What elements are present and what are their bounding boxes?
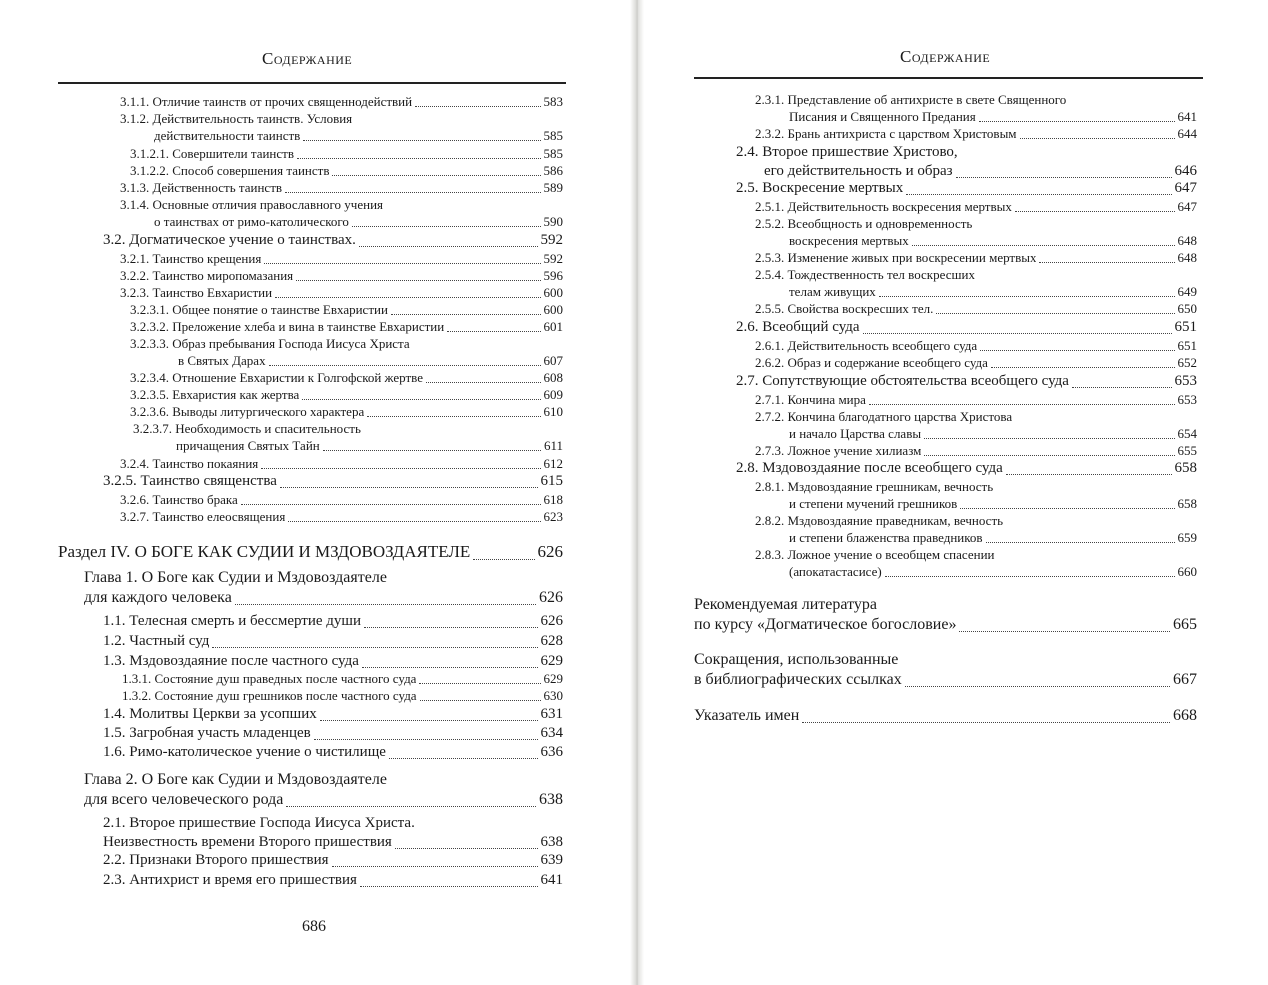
toc-entry-title: о таинствах от римо-католического [154,214,349,229]
dot-leader [959,630,1170,632]
dot-leader [296,279,540,281]
toc-entry[interactable] [694,706,1197,726]
dot-leader [863,332,1172,334]
dot-leader [1006,473,1172,475]
toc-entry-page-number: 647 [1177,199,1197,214]
toc-entry-title: 2.7.3. Ложное учение хилиазм [755,443,922,458]
toc-entry-title: 3.2.7. Таинство елеосвящения [120,509,286,524]
toc-entry-title: 1.1. Телесная смерть и бессмертие души [103,613,361,629]
toc-entry-title: 2.5.1. Действительность воскресения мертвых [755,199,1012,214]
toc-entry-page-number: 646 [1174,163,1197,179]
toc-entry-page-number: 639 [540,852,563,868]
toc-entry-title: 1.3.2. Состояние душ грешников после частного суда [122,688,417,703]
toc-entry-title: и степени блаженства праведников [789,530,983,545]
toc-entry-title: Писания и Священного Предания [789,109,976,124]
toc-entry-page-number: 583 [543,94,563,109]
toc-entry-title: 2.7. Сопутствующие обстоятельства всеобщего суда [736,373,1069,389]
toc-entry[interactable] [755,266,1197,300]
toc-entry-page-number: 652 [1177,355,1197,370]
dot-leader [991,366,1175,368]
toc-entry-title: 1.4. Молитвы Церкви за усопших [103,706,317,722]
toc-entry-page-number: 586 [543,163,563,178]
dot-leader [359,245,538,247]
toc-entry-title: 2.5. Воскресение мертвых [736,180,904,196]
dot-leader [986,541,1175,543]
toc-entry-title: 3.2.5. Таинство священства [103,473,277,489]
dot-leader [1072,386,1172,388]
toc-entry-title: 2.6. Всеобщий суда [736,319,860,335]
toc-entry[interactable] [755,300,1197,317]
toc-entry[interactable] [103,231,563,250]
toc-entry-page-number: 607 [543,353,563,368]
toc-entry-title-line1: Рекомендуемая литература [694,596,877,613]
dot-leader [391,313,541,315]
toc-entry-title-line1: 2.5.4. Тождественность тел воскресших [755,267,975,282]
toc-entry[interactable] [133,420,563,454]
toc-entry-page-number: 600 [543,302,563,317]
toc-entry-title: в библиографических ссылках [694,671,902,688]
toc-entry-title: 2.2. Признаки Второго пришествия [103,852,329,868]
dot-leader [288,520,540,522]
toc-entry[interactable] [103,724,563,743]
toc-entry[interactable] [755,337,1197,354]
toc-entry-title: для каждого человека [84,589,232,606]
toc-entry-title: 3.2.3.5. Евхаристия как жертва [130,387,300,402]
toc-entry-title: Неизвестность времени Второго пришествия [103,834,392,850]
toc-entry-title: 3.2.2. Таинство миропомазания [120,268,294,283]
toc-entry-page-number: 631 [540,706,563,722]
toc-entry-page-number: 641 [1177,109,1197,124]
toc-entry-page-number: 659 [1177,530,1197,545]
toc-entry-title: 3.1.2.2. Способ совершения таинств [130,163,330,178]
toc-entry[interactable] [755,249,1197,266]
toc-entry-title: 1.2. Частный суд [103,633,210,649]
toc-entry-page-number: 667 [1173,671,1197,688]
toc-entry-title: 3.1.1. Отличие таинств от прочих священнодействий [120,94,413,109]
toc-entry[interactable] [755,354,1197,371]
toc-entry-page-number: 638 [540,834,563,850]
left-header-rule [58,82,566,84]
toc-entry-title: 2.3.2. Брань антихриста с царством Христовым [755,126,1017,141]
dot-leader [802,721,1170,723]
dot-leader [912,244,1175,246]
toc-entry[interactable] [130,145,563,162]
toc-entry[interactable] [130,386,563,403]
toc-entry-title: 1.3.1. Состояние душ праведных после частного суда [122,671,417,686]
toc-entry-page-number: 651 [1174,319,1197,335]
toc-entry-page-number: 648 [1177,233,1197,248]
toc-entry-page-number: 668 [1173,707,1197,724]
dot-leader [420,699,541,701]
dot-leader [960,507,1174,509]
toc-entry-page-number: 601 [543,319,563,334]
toc-entry[interactable] [103,472,563,491]
toc-entry-title: телам живущих [789,284,876,299]
dot-leader [297,157,541,159]
toc-entry-page-number: 612 [543,456,563,471]
dot-leader [285,191,540,193]
toc-entry-page-number: 655 [1177,443,1197,458]
dot-leader [275,296,540,298]
toc-entry-page-number: 611 [543,438,563,453]
dot-leader [280,486,538,488]
right-page-header: Содержание [900,47,991,66]
toc-entry-page-number: 665 [1173,616,1197,633]
toc-entry-page-number: 615 [540,473,563,489]
toc-entry[interactable] [130,403,563,420]
dot-leader [286,805,536,807]
toc-entry[interactable] [122,670,563,687]
dot-leader [426,381,541,383]
dot-leader [905,685,1170,687]
toc-entry[interactable] [120,508,563,525]
toc-entry[interactable] [130,318,563,335]
toc-entry-title-line1: 3.1.4. Основные отличия православного учения [120,197,384,212]
toc-entry[interactable] [755,391,1197,408]
toc-entry[interactable] [694,595,1197,635]
toc-entry[interactable] [120,250,563,267]
toc-entry-page-number: 609 [543,387,563,402]
toc-entry[interactable] [120,196,563,230]
toc-entry-title-line1: 2.8.3. Ложное учение о всеобщем спасении [755,547,995,562]
toc-entry-page-number: 590 [543,214,563,229]
toc-entry[interactable] [755,512,1197,546]
toc-entry-page-number: 608 [543,370,563,385]
dot-leader [352,225,541,227]
toc-entry-page-number: 650 [1177,301,1197,316]
dot-leader [389,757,538,759]
toc-entry-title-line1: Глава 2. О Боге как Судии и Мздовоздаятеле [84,771,387,788]
toc-entry-title: 2.3. Антихрист и время его пришествия [103,872,357,888]
book-gutter [630,0,644,985]
dot-leader [1020,137,1175,139]
dot-leader [979,120,1175,122]
toc-entry[interactable] [694,650,1197,690]
toc-entry-page-number: 626 [539,589,563,606]
toc-entry[interactable] [120,93,563,110]
dot-leader [956,176,1172,178]
dot-leader [447,330,540,332]
dot-leader [261,467,540,469]
toc-entry[interactable] [120,110,563,144]
toc-entry[interactable] [736,372,1197,391]
toc-entry-title: 3.2.3.4. Отношение Евхаристии к Голгофской жертве [130,370,423,385]
toc-entry-page-number: 589 [543,180,563,195]
toc-entry[interactable] [103,871,563,890]
toc-entry-title: Раздел IV. О БОГЕ КАК СУДИИ И МЗДОВОЗДАЯТЕЛЕ [58,542,471,561]
toc-entry[interactable] [103,705,563,724]
dot-leader [924,437,1174,439]
left-page-number: 686 [302,918,326,935]
dot-leader [980,349,1174,351]
dot-leader [906,193,1171,195]
toc-entry-title: 3.1.3. Действенность таинств [120,180,283,195]
toc-entry-page-number: 647 [1174,180,1197,196]
toc-entry-title: воскресения мертвых [789,233,909,248]
dot-leader [885,575,1175,577]
toc-entry-title: 2.5.5. Свойства воскресших тел. [755,301,934,316]
toc-entry-page-number: 629 [540,653,563,669]
toc-entry-page-number: 628 [540,633,563,649]
toc-entry-page-number: 653 [1174,373,1197,389]
toc-entry[interactable] [103,851,563,870]
toc-entry-title: Указатель имен [694,707,800,724]
toc-entry[interactable] [120,179,563,196]
dot-leader [1015,210,1175,212]
toc-entry-title: 3.2.3.6. Выводы литургического характера [130,404,365,419]
toc-entry[interactable] [103,652,563,671]
toc-entry[interactable] [755,442,1197,459]
toc-entry-title: и начало Царства славы [789,426,922,441]
toc-entry-title: 3.2.1. Таинство крещения [120,251,262,266]
toc-entry-page-number: 651 [1177,338,1197,353]
dot-leader [360,885,538,887]
toc-entry[interactable] [755,198,1197,215]
toc-entry[interactable] [120,267,563,284]
toc-entry-title: 1.6. Римо-католическое учение о чистилище [103,744,386,760]
dot-leader [241,503,541,505]
toc-entry-title-line1: 3.2.3.3. Образ пребывания Господа Иисуса Христа [130,336,410,351]
toc-entry[interactable] [130,335,563,369]
toc-entry-title-line1: Сокращения, использованные [694,651,899,668]
toc-entry-page-number: 660 [1177,564,1197,579]
toc-entry-title: действительности таинств [154,128,301,143]
toc-entry-page-number: 592 [540,232,563,248]
toc-entry[interactable] [736,179,1197,198]
toc-entry[interactable] [84,770,563,810]
dot-leader [473,558,534,560]
toc-entry-title: 3.1.2.1. Совершители таинств [130,146,294,161]
toc-entry-page-number: 636 [540,744,563,760]
toc-entry-page-number: 592 [543,251,563,266]
toc-entry-title-line1: 2.7.2. Кончина благодатного царства Христова [755,409,1013,424]
toc-entry-page-number: 630 [543,688,563,703]
toc-entry-title: 3.2.3.1. Общее понятие о таинстве Евхаристии [130,302,388,317]
toc-entry-page-number: 653 [1177,392,1197,407]
toc-entry[interactable] [736,318,1197,337]
toc-entry-page-number: 626 [540,613,563,629]
toc-entry[interactable] [120,455,563,472]
dot-leader [362,666,538,668]
dot-leader [364,626,538,628]
dot-leader [367,415,540,417]
toc-entry-title-line1: 3.1.2. Действительность таинств. Условия [120,111,353,126]
dot-leader [323,449,541,451]
toc-entry[interactable] [755,546,1197,580]
dot-leader [879,295,1175,297]
dot-leader [264,262,540,264]
toc-entry-title: его действительность и образ [764,163,953,179]
toc-entry-page-number: 634 [540,725,563,741]
toc-entry[interactable] [120,284,563,301]
toc-entry-page-number: 623 [543,509,563,524]
toc-entry-title-line1: 2.8.2. Мздовоздаяние праведникам, вечность [755,513,1004,528]
toc-entry-page-number: 654 [1177,426,1197,441]
toc-entry-title: 2.8. Мздовоздаяние после всеобщего суда [736,460,1003,476]
right-header-rule [694,77,1203,79]
dot-leader [332,865,538,867]
toc-entry-page-number: 596 [543,268,563,283]
toc-entry-title: по курсу «Догматическое богословие» [694,616,957,633]
toc-entry-page-number: 658 [1177,496,1197,511]
dot-leader [395,847,538,849]
toc-entry-title: 2.7.1. Кончина мира [755,392,866,407]
toc-entry-title-line1: 2.8.1. Мздовоздаяние грешникам, вечность [755,479,994,494]
toc-entry[interactable] [122,687,563,704]
toc-entry-title: 3.2.4. Таинство покаяния [120,456,259,471]
dot-leader [415,105,540,107]
toc-entry[interactable] [755,215,1197,249]
toc-entry-title-line1: 2.4. Второе пришествие Христово, [736,144,958,160]
toc-entry-page-number: 648 [1177,250,1197,265]
toc-entry-title: 3.2.3.2. Преложение хлеба и вина в таинстве Евхаристии [130,319,445,334]
dot-leader [302,398,540,400]
toc-entry-title: в Святых Дарах [178,353,266,368]
toc-entry[interactable] [103,814,563,852]
dot-leader [320,719,538,721]
toc-entry[interactable] [755,408,1197,442]
dot-leader [332,174,540,176]
toc-entry[interactable] [103,743,563,762]
toc-entry[interactable] [755,478,1197,512]
toc-entry[interactable] [736,459,1197,478]
toc-entry-title-line1: 2.3.1. Представление об антихристе в свете Священного [755,92,1067,107]
dot-leader [419,682,540,684]
toc-entry[interactable] [103,612,563,631]
toc-entry-page-number: 644 [1177,126,1197,141]
toc-entry[interactable] [130,301,563,318]
toc-entry-page-number: 658 [1174,460,1197,476]
dot-leader [1039,261,1174,263]
toc-entry-page-number: 626 [537,542,563,561]
dot-leader [235,603,536,605]
toc-entry[interactable] [755,125,1197,142]
toc-entry-page-number: 610 [543,404,563,419]
dot-leader [212,646,537,648]
toc-entry-title: 3.2.6. Таинство брака [120,492,238,507]
toc-entry-title: 3.2. Догматическое учение о таинствах. [103,232,356,248]
toc-entry-title: причащения Святых Тайн [176,438,320,453]
toc-entry-page-number: 641 [540,872,563,888]
toc-entry[interactable] [120,491,563,508]
toc-entry-title-line1: Глава 1. О Боге как Судии и Мздовоздаятеле [84,569,387,586]
toc-entry-title-line1: 2.1. Второе пришествие Господа Иисуса Христа. [103,815,415,831]
toc-entry[interactable] [58,541,563,563]
toc-entry[interactable] [736,143,1197,181]
toc-entry-title: (апокатастасисе) [789,564,882,579]
toc-entry-title: 2.5.3. Изменение живых при воскресении мертвых [755,250,1037,265]
dot-leader [314,738,538,740]
toc-entry-title: 2.6.2. Образ и содержание всеобщего суда [755,355,988,370]
toc-entry-page-number: 638 [539,791,563,808]
dot-leader [936,312,1174,314]
toc-entry[interactable] [130,162,563,179]
toc-entry-title-line1: 3.2.3.7. Необходимость и спасительность [133,421,361,436]
dot-leader [303,139,540,141]
left-page-header: Содержание [262,49,353,68]
toc-entry[interactable] [103,632,563,651]
toc-entry-title: для всего человеческого рода [84,791,284,808]
toc-entry[interactable] [84,568,563,608]
toc-entry-title-line1: 2.5.2. Всеобщность и одновременность [755,216,973,231]
toc-entry-page-number: 600 [543,285,563,300]
toc-entry-page-number: 629 [543,671,563,686]
dot-leader [269,364,541,366]
toc-entry-page-number: 585 [543,146,563,161]
toc-entry[interactable] [755,91,1197,125]
toc-entry-title: и степени мучений грешников [789,496,958,511]
toc-entry-title: 2.6.1. Действительность всеобщего суда [755,338,978,353]
toc-entry-title: 1.3. Мздовоздаяние после частного суда [103,653,359,669]
toc-entry-page-number: 618 [543,492,563,507]
toc-entry-page-number: 585 [543,128,563,143]
toc-entry-page-number: 649 [1177,284,1197,299]
toc-entry-title: 1.5. Загробная участь младенцев [103,725,311,741]
dot-leader [924,454,1174,456]
toc-entry-title: 3.2.3. Таинство Евхаристии [120,285,273,300]
dot-leader [869,403,1175,405]
toc-entry[interactable] [130,369,563,386]
